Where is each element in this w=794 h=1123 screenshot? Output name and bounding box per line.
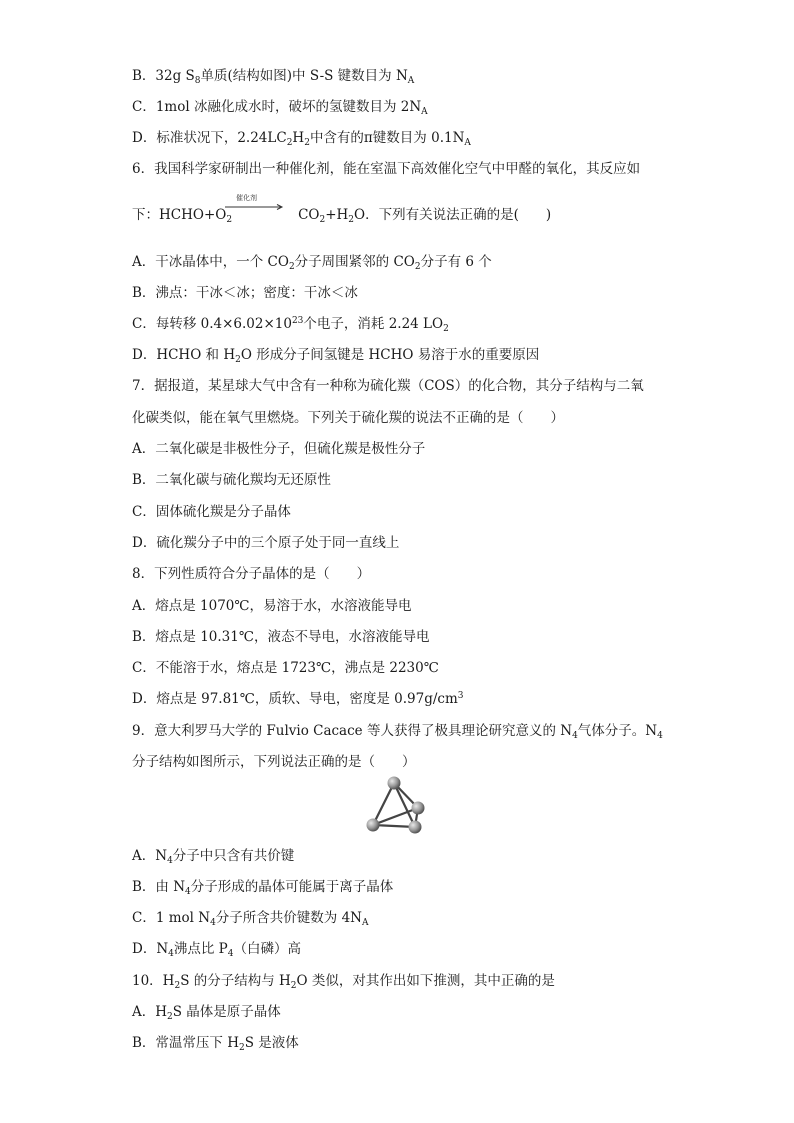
q5-option-b: B．32g $S_8$单质(结构如图)中 S-S 键数目为 $N_A$ — [132, 68, 415, 86]
q8-option-a: A．熔点是 1070℃，易溶于水，水溶液能导电 — [132, 598, 412, 614]
q9-option-d: D．$N_4$沸点比 $P_4$（白磷）高 — [132, 941, 301, 959]
q9-stem-line1: 9．意大利罗马大学的 Fulvio Cacace 等人获得了极具理论研究意义的 $N_4$气体分子。$N_4$ — [132, 723, 663, 741]
q6-option-a: A．干冰晶体中，一个 $CO_2$分子周围紧邻的 $CO_2$分子有 6 个 — [132, 254, 492, 272]
q9-option-a: A．$N_4$分子中只含有共价键 — [132, 848, 295, 866]
q8-option-b: B．熔点是 10.31℃，液态不导电，水溶液能导电 — [132, 629, 430, 645]
q10-option-b: B．常温常压下 $H_2S$ 是液体 — [132, 1035, 299, 1053]
q6-option-d: D．HCHO 和 $H_2O$ 形成分子间氢键是 HCHO 易溶于水的重要原因 — [132, 347, 540, 365]
q10-stem: 10．$H_2S$ 的分子结构与 $H_2O$ 类似，对其作出如下推测，其中正确的是 — [132, 973, 555, 991]
q8-stem: 8．下列性质符合分子晶体的是（ ） — [132, 566, 371, 582]
q9-option-c: C．1 mol $N_4$分子所含共价键数为 $4N_A$ — [132, 910, 369, 928]
reaction-arrow-icon — [224, 203, 286, 211]
q7-option-b: B．二氧化碳与硫化羰均无还原性 — [132, 472, 331, 488]
q7-option-d: D．硫化羰分子中的三个原子处于同一直线上 — [132, 535, 400, 551]
q7-stem-line1: 7．据报道，某星球大气中含有一种称为硫化羰（COS）的化合物，其分子结构与二氧 — [132, 378, 644, 394]
q10-option-a: A．$H_2S$ 晶体是原子晶体 — [132, 1004, 281, 1022]
q6-option-c: C．每转移 $0.4\times 6.02\times 10^{23}$个电子，消耗 2.24 $LO_2$ — [132, 316, 449, 334]
q7-stem-line2: 化碳类似，能在氧气里燃烧。下列关于硫化羰的说法不正确的是（ ） — [132, 410, 564, 426]
q5-option-c: C．1mol 冰融化成水时，破坏的氢键数目为 $2N_A$ — [132, 99, 428, 117]
q6-stem-line1: 6．我国科学家研制出一种催化剂，能在室温下高效催化空气中甲醛的氧化，其反应如 — [132, 161, 641, 177]
n4-tetrahedron-icon — [362, 774, 432, 836]
q6-option-b: B．沸点：干冰＜冰；密度：干冰＜冰 — [132, 285, 358, 301]
q5-option-d: D．标准状况下，$2.24LC_2H_2$中含有的π键数目为 $0.1N_A$ — [132, 130, 471, 148]
q9-option-b: B．由 $N_4$分子形成的晶体可能属于离子晶体 — [132, 879, 394, 897]
catalyst-label: 催化剂 — [236, 194, 257, 202]
q7-option-c: C．固体硫化羰是分子晶体 — [132, 504, 291, 520]
q9-stem-line2: 分子结构如图所示，下列说法正确的是（ ） — [132, 754, 416, 770]
q7-option-a: A．二氧化碳是非极性分子，但硫化羰是极性分子 — [132, 441, 426, 457]
q8-option-d: D．熔点是 97.81℃，质软、导电，密度是 $0.97g/cm^3$ — [132, 691, 464, 707]
q6-stem-line2: 下：$HCHO+O_2$ $CO_2+H_2O$．下列有关说法正确的是( ) — [132, 207, 552, 225]
q8-option-c: C．不能溶于水，熔点是 1723℃，沸点是 2230℃ — [132, 660, 439, 676]
